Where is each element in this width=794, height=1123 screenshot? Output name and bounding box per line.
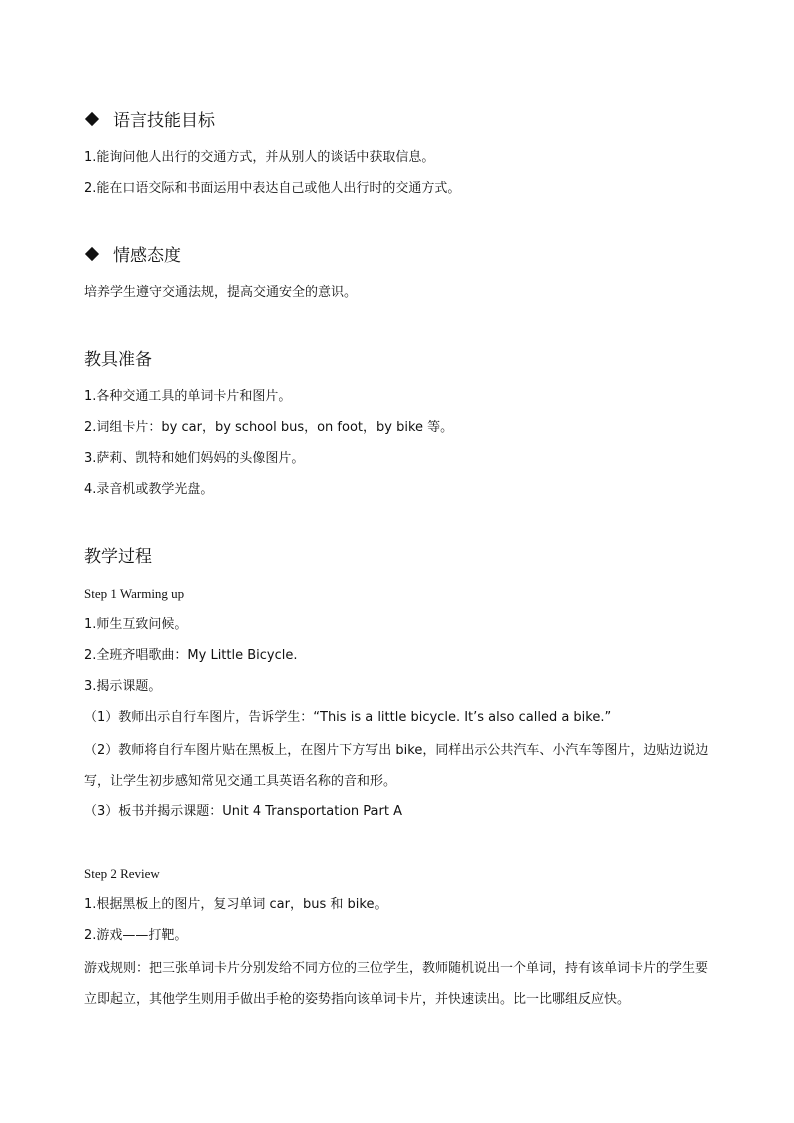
process-heading: 教学过程 <box>84 547 152 567</box>
goals-heading: 语言技能目标 <box>84 110 215 132</box>
step2-item: 1.根据黑板上的图片，复习单词 car，bus 和 bike。 <box>84 897 388 912</box>
step1-title: Step 1 Warming up <box>84 586 185 601</box>
step1-item: 1.师生互致问候。 <box>84 617 188 632</box>
diamond-bullet-icon <box>85 112 99 126</box>
emotion-text: 培养学生遵守交通法规，提高交通安全的意识。 <box>84 285 358 300</box>
materials-item: 4.录音机或教学光盘。 <box>84 482 214 497</box>
materials-item: 2.词组卡片：by car，by school bus，on foot，by bike 等。 <box>84 420 454 435</box>
step1-item: 3.揭示课题。 <box>84 679 162 694</box>
step1-item: （1）教师出示自行车图片，告诉学生：“This is a little bicycle. It’s also called a bike.” <box>84 710 612 725</box>
materials-item: 3.萨莉、凯特和她们妈妈的头像图片。 <box>84 451 305 466</box>
diamond-bullet-icon <box>85 247 99 261</box>
step1-item: （3）板书并揭示课题：Unit 4 Transportation Part A <box>84 804 402 819</box>
goals-item: 1.能询问他人出行的交通方式，并从别人的谈话中获取信息。 <box>84 150 435 165</box>
step2-item: 2.游戏——打靶。 <box>84 928 188 943</box>
step1-item: 2.全班齐唱歌曲：My Little Bicycle. <box>84 648 298 663</box>
materials-heading: 教具准备 <box>84 350 152 370</box>
step2-item: 游戏规则：把三张单词卡片分别发给不同方位的三位学生，教师随机说出一个单词，持有该单词卡片的学生要立即起立，其他学生则用手做出手枪的姿势指向该单词卡片，并快速读出。比一比哪组反应快。 <box>84 961 709 1007</box>
emotion-heading: 情感态度 <box>84 245 181 267</box>
step1-item: （2）教师将自行车图片贴在黑板上，在图片下方写出 bike，同样出示公共汽车、小汽车等图片，边贴边说边写，让学生初步感知常见交通工具英语名称的音和形。 <box>84 743 709 789</box>
step2-title: Step 2 Review <box>84 866 160 881</box>
materials-item: 1.各种交通工具的单词卡片和图片。 <box>84 389 292 404</box>
goals-item: 2.能在口语交际和书面运用中表达自己或他人出行时的交通方式。 <box>84 181 461 196</box>
